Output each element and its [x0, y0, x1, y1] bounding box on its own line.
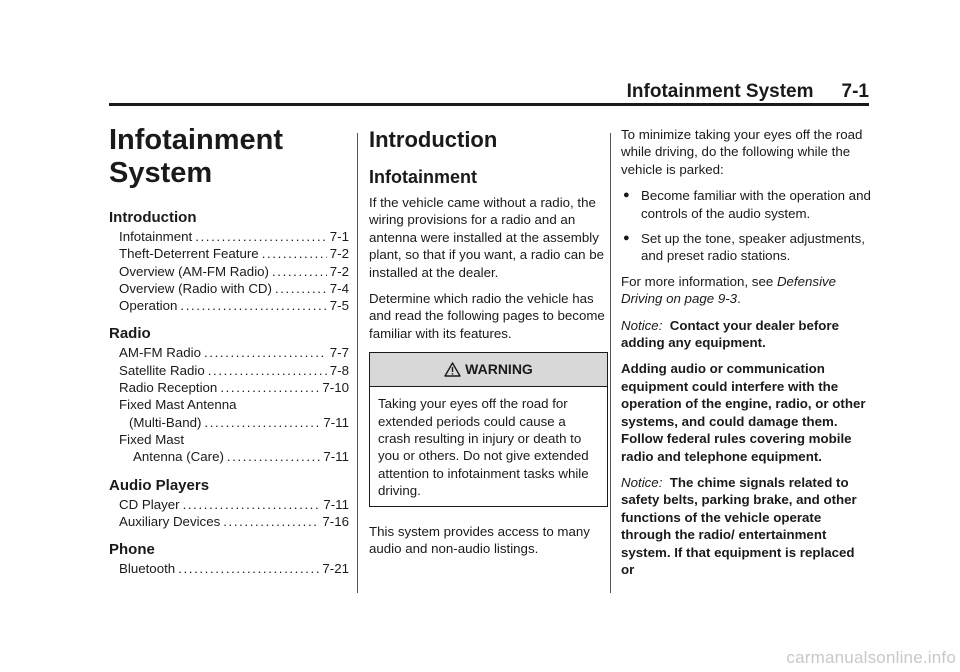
notice-paragraph: Notice: The chime signals related to safety belts, parking brake, and other functions of the vehicle operate through the radio/ entertainment system. If that equipment is replaced or: [621, 474, 857, 577]
toc-entry[interactable]: AM-FM Radio ..... 7-7: [109, 344, 349, 361]
cross-reference-link[interactable]: Defensive Driving on page 9-3: [621, 273, 837, 307]
content-column-3: [621, 126, 871, 587]
column-divider-1: [357, 133, 358, 593]
header-rule: [109, 103, 869, 106]
toc-entry[interactable]: Operation ..... 7-5: [109, 297, 349, 314]
toc-entry[interactable]: Overview (Radio with CD) ..... 7-4: [109, 280, 349, 297]
subsection-title: Infotainment: [369, 167, 477, 187]
toc-heading: Radio: [109, 325, 151, 343]
toc-entry[interactable]: Radio Reception ..... 7-10: [109, 379, 349, 396]
column-divider-2: [610, 133, 611, 593]
watermark: carmanualsonline.info: [786, 648, 956, 667]
toc-entry[interactable]: Bluetooth ..... 7-21: [109, 560, 349, 577]
content-column-2: [369, 126, 608, 567]
notice-label: Notice:: [621, 317, 663, 333]
toc-entry[interactable]: Auxiliary Devices ..... 7-16: [109, 513, 349, 530]
toc-entry[interactable]: Infotainment ..... 7-1: [109, 228, 349, 245]
toc-entry[interactable]: CD Player ..... 7-11: [109, 496, 349, 513]
toc-section-audio-players: [109, 476, 349, 531]
warning-title: WARNING: [465, 361, 533, 378]
warning-triangle-icon: [444, 362, 461, 377]
toc-section-radio: [109, 324, 349, 465]
bullet-list: [621, 187, 871, 265]
toc-heading: Audio Players: [109, 476, 210, 494]
toc-entry[interactable]: Overview (AM-FM Radio) ..... 7-2: [109, 263, 349, 280]
toc-entry[interactable]: Fixed Mast Antenna (Care) ..... 7-11: [109, 431, 349, 466]
bullet-icon: ●: [623, 189, 630, 202]
body-paragraph: To minimize taking your eyes off the road while driving, do the following while the vehicle is parked:: [621, 127, 863, 177]
header-page-number: 7-1: [841, 81, 869, 102]
bullet-icon: ●: [623, 232, 630, 245]
page-header: [0, 80, 869, 104]
header-title: Infotainment System: [626, 81, 814, 102]
toc-heading: Phone: [109, 541, 155, 559]
chapter-contents: [109, 124, 349, 587]
toc-section-introduction: [109, 208, 349, 314]
chapter-title: Infotainment System: [109, 124, 283, 189]
toc-entry[interactable]: Fixed Mast Antenna (Multi-Band) ..... 7-11: [109, 396, 349, 431]
notice-paragraph: Notice: Contact your dealer before adding any equipment.: [621, 317, 839, 351]
toc-entry[interactable]: Satellite Radio ..... 7-8: [109, 362, 349, 379]
list-item: ● Set up the tone, speaker adjustments, and preset radio stations.: [623, 231, 865, 264]
warning-box: [369, 352, 608, 506]
body-paragraph: This system provides access to many audio and non-audio listings.: [369, 523, 590, 557]
toc-entry[interactable]: Theft-Deterrent Feature ..... 7-2: [109, 245, 349, 262]
warning-header: [370, 353, 607, 387]
body-paragraph: If the vehicle came without a radio, the wiring provisions for a radio and an antenna were installed at the assembly plant, so that if you want, a radio can be installed at the dealer.: [369, 195, 605, 280]
bold-paragraph: Adding audio or communication equipment could interfere with the operation of the engine, radio, or other systems, and could damage them. Follow federal rules covering mobile radio and telephone equipment.: [621, 361, 866, 464]
toc-heading: Introduction: [109, 209, 197, 226]
body-paragraph: Determine which radio the vehicle has and read the following pages to become familiar with its features.: [369, 291, 605, 341]
notice-label: Notice:: [621, 474, 663, 490]
toc-section-phone: [109, 540, 349, 577]
warning-text: Taking your eyes off the road for extended periods could cause a crash resulting in injury or death to you or others. Do not give extended attention to infotainment tasks while driving.: [378, 396, 589, 499]
more-info-paragraph: For more information, see Defensive Driving on page 9-3.: [621, 273, 837, 307]
list-item: ● Become familiar with the operation and controls of the audio system.: [623, 188, 871, 221]
section-title: Introduction: [369, 127, 498, 152]
